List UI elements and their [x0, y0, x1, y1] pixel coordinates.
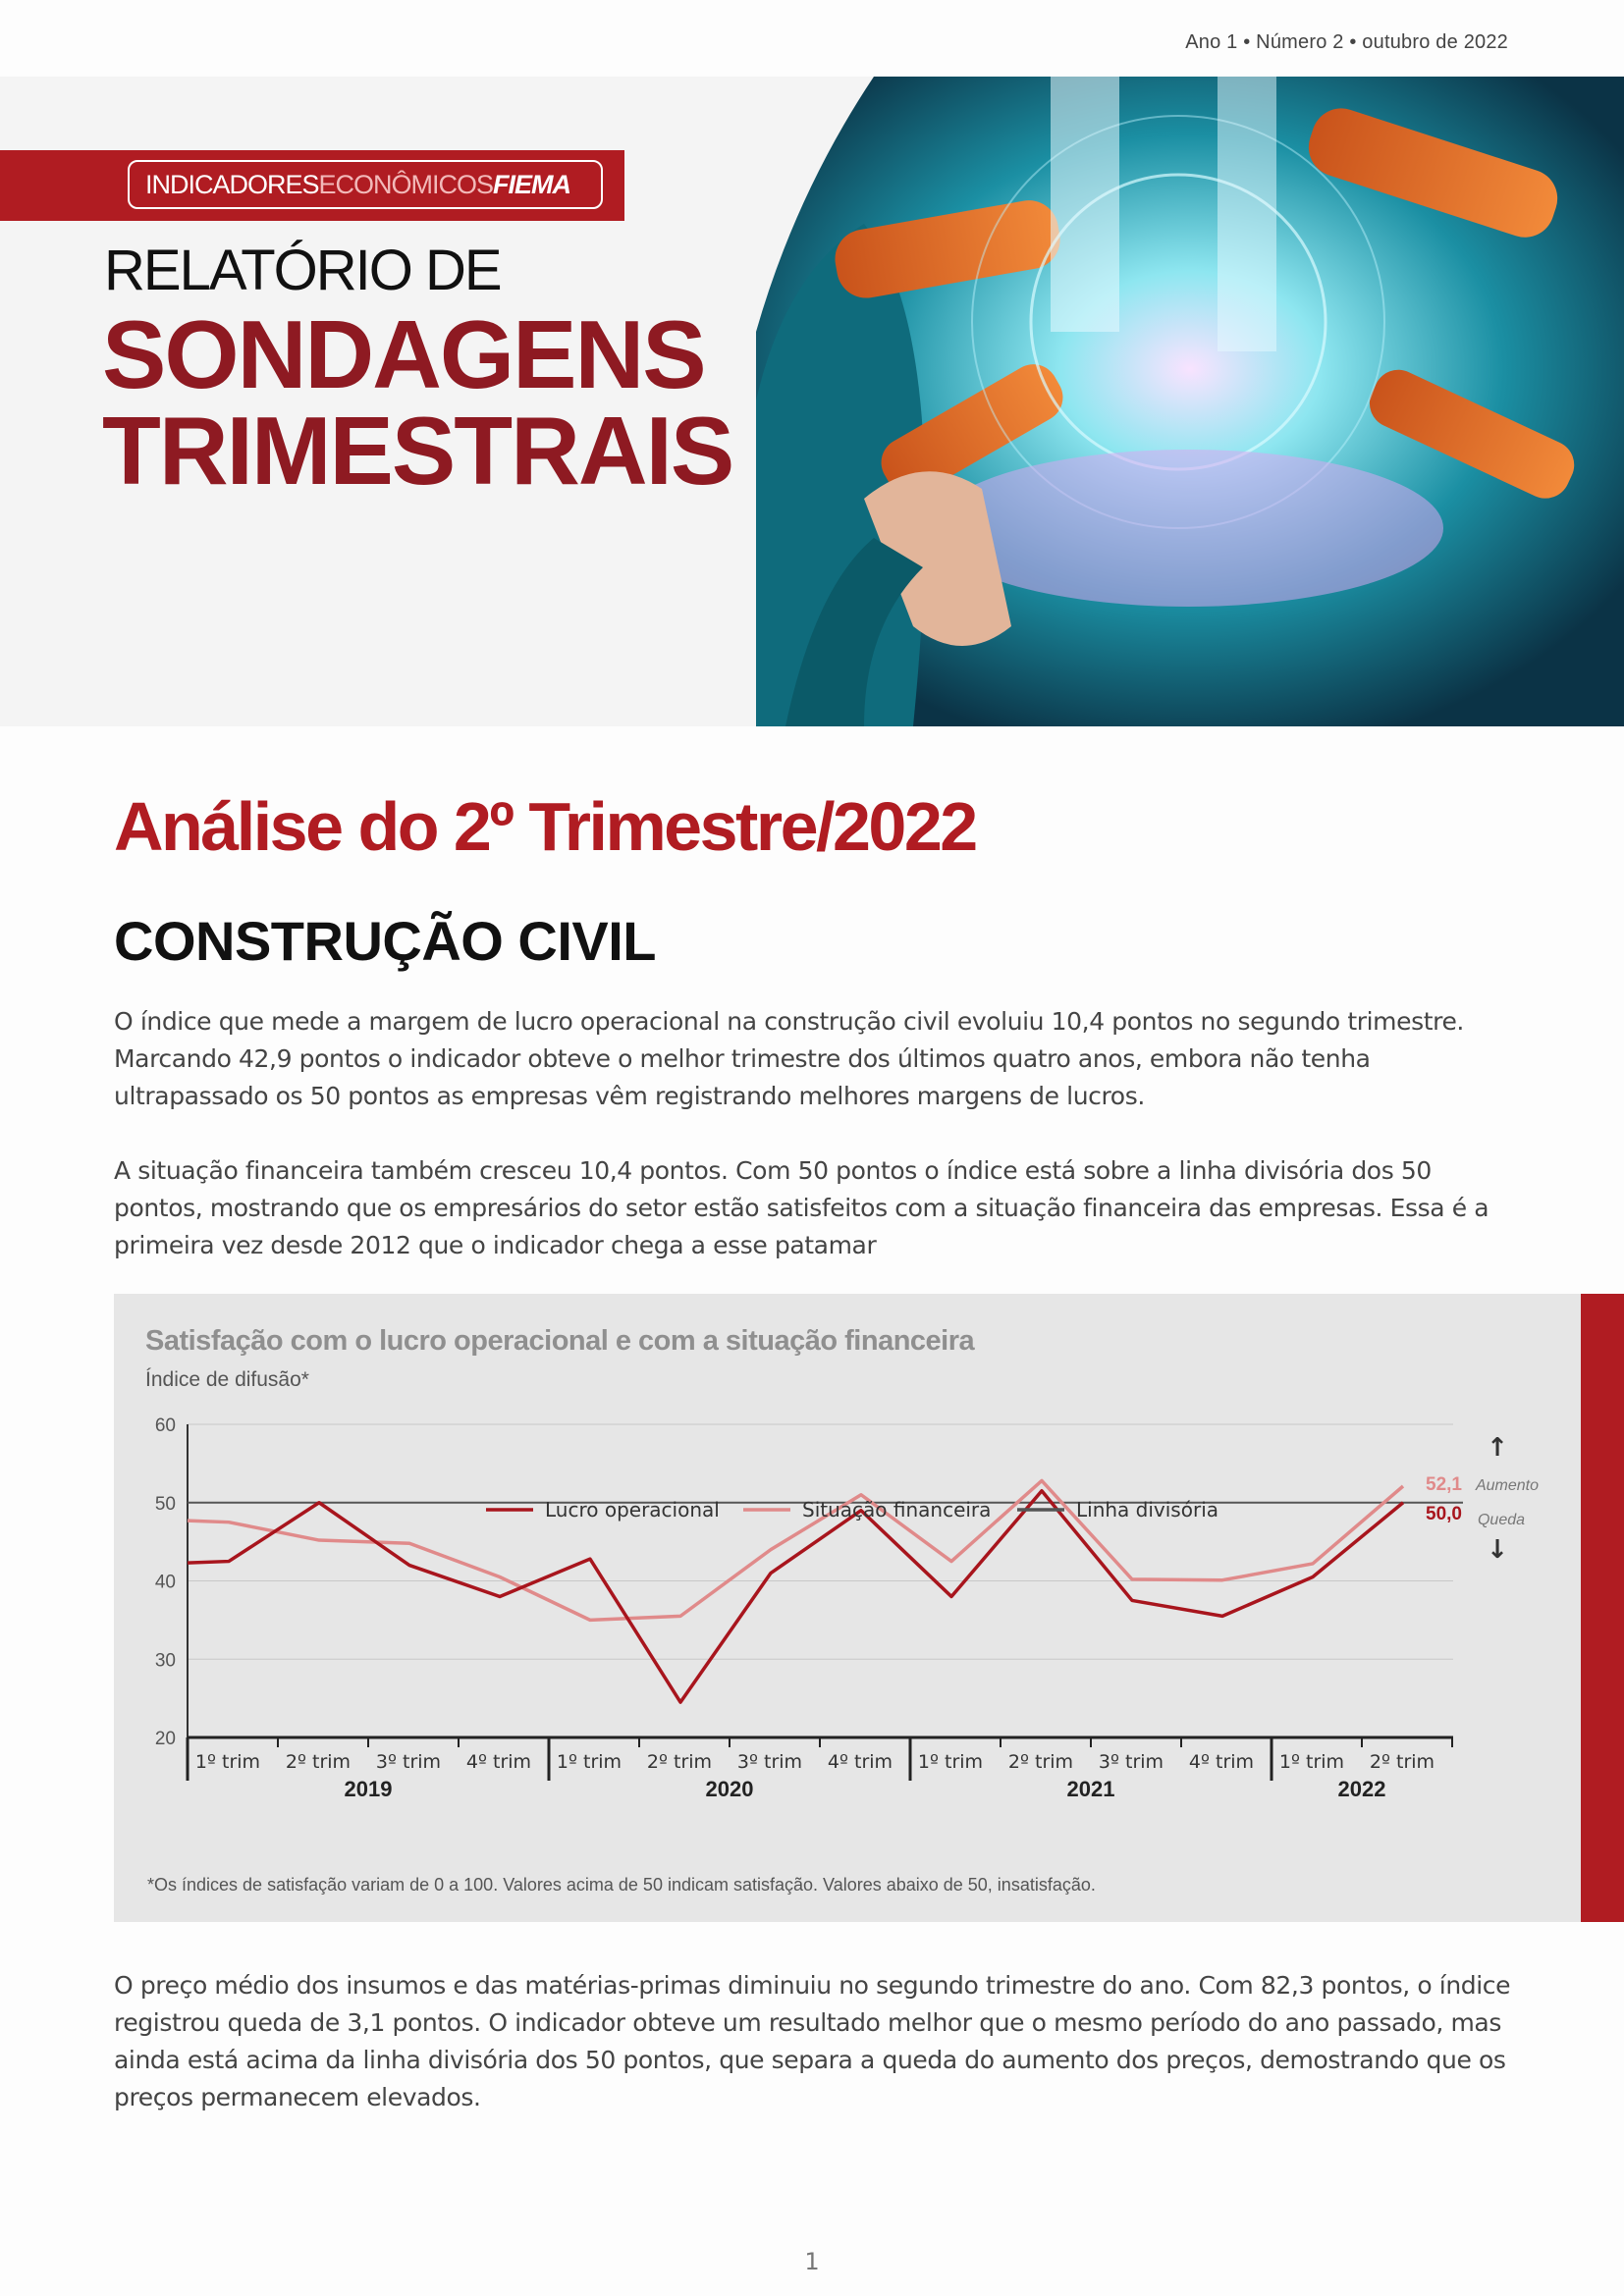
x-tick-label: 3º trim — [736, 1751, 803, 1773]
end-label-situacao: 52,1 — [1426, 1474, 1462, 1496]
brand-part-1: INDICADORES — [145, 170, 319, 199]
x-tick-label: 3º trim — [375, 1751, 442, 1773]
line-chart — [114, 1294, 1581, 1922]
year-label: 2020 — [705, 1777, 754, 1801]
x-tick-label: 2º trim — [1369, 1751, 1435, 1773]
x-tick-label: 3º trim — [1098, 1751, 1164, 1773]
paragraph-1: O índice que mede a margem de lucro operacional na construção civil evoluiu 10,4 pontos no segundo trimestre. Marcando 42,9 pontos o indicador obteve o melhor trimestre dos últimos quatro anos, embora não tenha ultrapassado os 50 pontos as empresas vêm registrando melhores margens de lucros. — [114, 1007, 1464, 1110]
year-label: 2019 — [344, 1777, 393, 1801]
x-tick-label: 1º trim — [194, 1751, 261, 1773]
x-tick-label: 2º trim — [1007, 1751, 1074, 1773]
y-tick-label: 60 — [154, 1415, 176, 1436]
cover-title-line3: TRIMESTRAIS — [102, 397, 733, 505]
brand-part-3: FIEMA — [493, 170, 571, 199]
paragraph-2: A situação financeira também cresceu 10,4 pontos. Com 50 pontos o índice está sobre a linha divisória dos 50 pontos, mostrando que os empresários do setor estão satisfeitos com a situação financeira das empresas. Essa é a primeira vez desde 2012 que o indicador chega a esse patamar — [114, 1156, 1489, 1259]
x-tick-label: 4º trim — [465, 1751, 532, 1773]
paragraph-3: O preço médio dos insumos e das matérias-primas diminuiu no segundo trimestre do ano. Com 82,3 pontos, o índice registrou queda de 3,1 pontos. O indicador obteve um resultado melhor que o mesmo período do ano passado, mas ainda está acima da linha divisória dos 50 pontos, que separa a queda do aumento dos preços, demostrando que os preços permanecem elevados. — [114, 1971, 1511, 2111]
cover-title-line1: RELATÓRIO DE — [104, 239, 501, 302]
page-number: 1 — [804, 2248, 820, 2275]
x-tick-label: 2º trim — [646, 1751, 713, 1773]
chart-footnote: *Os índices de satisfação variam de 0 a 100. Valores acima de 50 indicam satisfação. Valores abaixo de 50, insatisfação. — [147, 1875, 1096, 1895]
cover-title-line2: SONDAGENS — [102, 300, 705, 408]
year-label: 2022 — [1337, 1777, 1386, 1801]
sector-heading: CONSTRUÇÃO CIVIL — [114, 910, 656, 972]
y-tick-label: 20 — [154, 1729, 176, 1749]
legend-label: Linha divisória — [1076, 1498, 1218, 1522]
x-tick-label: 4º trim — [827, 1751, 893, 1773]
x-tick-label: 4º trim — [1188, 1751, 1255, 1773]
y-tick-label: 50 — [154, 1493, 176, 1515]
year-label: 2021 — [1066, 1777, 1115, 1801]
cover-image — [756, 77, 1624, 726]
chart-title: Satisfação com o lucro operacional e com a situação financeira — [145, 1325, 975, 1357]
series-situacao-financeira — [188, 1480, 1403, 1620]
end-label-lucro: 50,0 — [1426, 1503, 1462, 1524]
x-tick-label: 1º trim — [556, 1751, 623, 1773]
series-lucro-operacional — [188, 1491, 1403, 1702]
issue-info: Ano 1 • Número 2 • outubro de 2022 — [1185, 31, 1508, 53]
annotation-up: Aumento — [1475, 1476, 1540, 1494]
section-title: Análise do 2º Trimestre/2022 — [114, 788, 976, 865]
annotation-down: Queda — [1477, 1511, 1526, 1528]
x-tick-label: 2º trim — [285, 1751, 352, 1773]
brand-logo — [128, 160, 603, 209]
arrow-up-icon: ↑ — [1487, 1432, 1508, 1463]
brand-part-2: ECONÔMICOS — [318, 170, 494, 199]
y-tick-label: 30 — [154, 1650, 176, 1672]
legend-label: Situação financeira — [802, 1498, 992, 1522]
chart-y-label: Índice de difusão* — [145, 1368, 309, 1391]
legend-label: Lucro operacional — [545, 1498, 720, 1522]
x-tick-label: 1º trim — [917, 1751, 984, 1773]
y-tick-label: 40 — [154, 1572, 176, 1593]
accent-strip — [1581, 1294, 1624, 1922]
arrow-down-icon: ↓ — [1487, 1534, 1508, 1565]
x-tick-label: 1º trim — [1278, 1751, 1345, 1773]
